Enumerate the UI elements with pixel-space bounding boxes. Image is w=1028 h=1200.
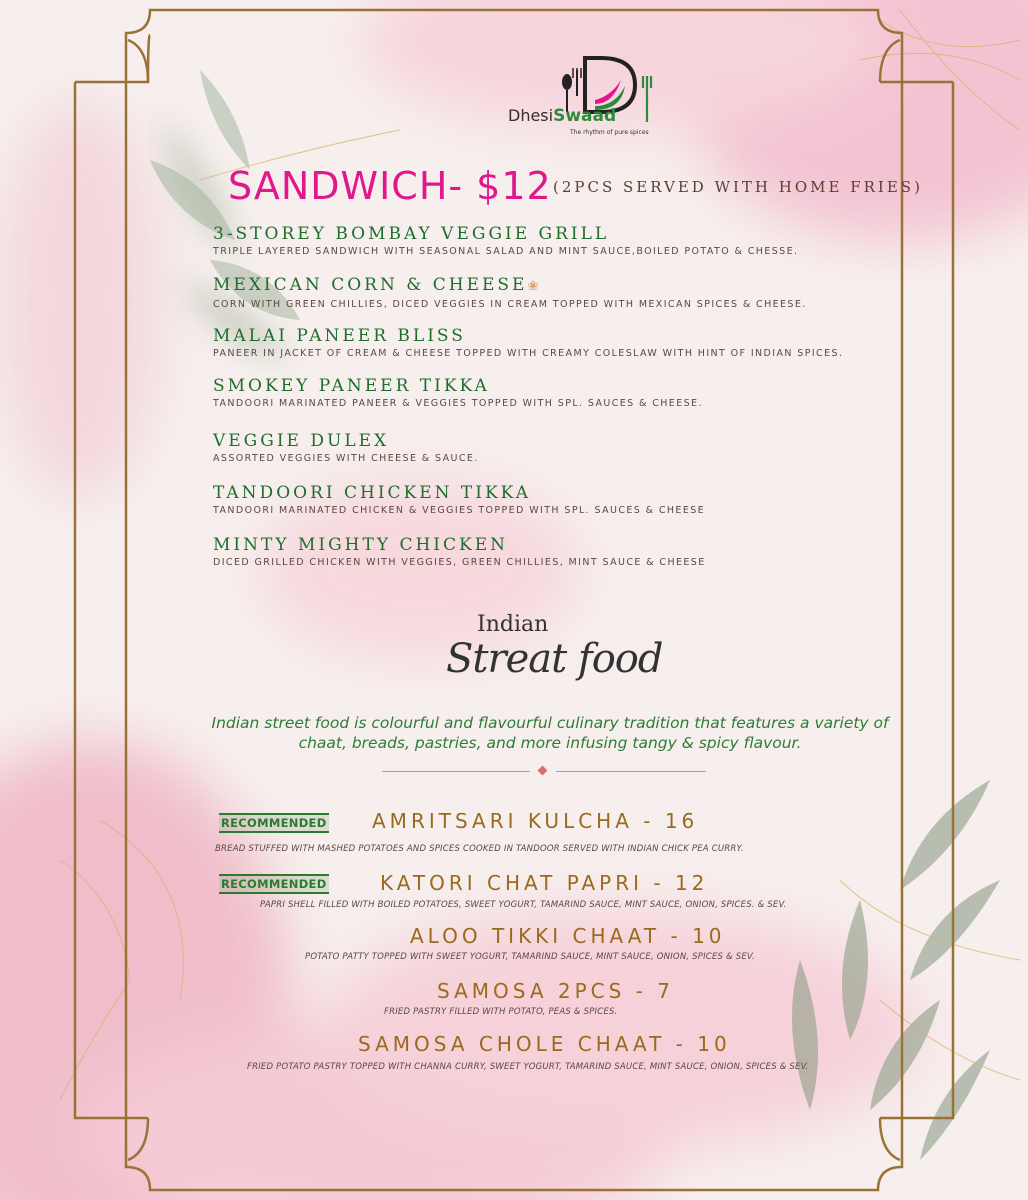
sandwich-item [213, 431, 479, 465]
divider-diamond-icon [538, 766, 548, 776]
sandwich-item [213, 275, 807, 311]
item-description: DICED GRILLED CHICKEN WITH VEGGIES, GREEN CHILLIES, MINT SAUCE & CHEESE [213, 557, 706, 568]
street-food-item-description: FRIED PASTRY FILLED WITH POTATO, PEAS & SPICES. [384, 1007, 618, 1017]
divider-right [556, 771, 706, 772]
sandwich-item [213, 326, 843, 360]
item-name: SMOKEY PANEER TIKKA [213, 376, 490, 396]
sandwich-subtitle: (2PCS SERVED WITH HOME FRIES) [553, 178, 923, 196]
item-description: TANDOORI MARINATED PANEER & VEGGIES TOPPED WITH SPL. SAUCES & CHEESE. [213, 398, 703, 409]
item-description: CORN WITH GREEN CHILLIES, DICED VEGGIES IN CREAM TOPPED WITH MEXICAN SPICES & CHEESE. [213, 299, 807, 310]
sandwich-title: SANDWICH- $12 [228, 164, 552, 208]
item-name: 3-STOREY BOMBAY VEGGIE GRILL [213, 224, 610, 244]
street-food-heading-line1: Indian [477, 612, 549, 637]
item-description: TANDOORI MARINATED CHICKEN & VEGGIES TOPPED WITH SPL. SAUCES & CHEESE [213, 505, 706, 516]
street-food-item-name: SAMOSA 2PCS - 7 [437, 979, 674, 1003]
street-food-item-name: ALOO TIKKI CHAAT - 10 [410, 924, 726, 948]
sandwich-item [213, 376, 703, 410]
recommended-badge: RECOMMENDED [219, 874, 329, 894]
sandwich-item [213, 224, 798, 258]
item-name: TANDOORI CHICKEN TIKKA [213, 483, 531, 503]
item-description: ASSORTED VEGGIES WITH CHEESE & SAUCE. [213, 453, 479, 464]
street-food-item-name: KATORI CHAT PAPRI - 12 [380, 871, 709, 895]
item-name: MINTY MIGHTY CHICKEN [213, 535, 508, 555]
logo-brand-name: DhesiSwaad [508, 106, 617, 126]
street-food-intro: Indian street food is colourful and flavourful culinary tradition that features a variety of chaat, breads, pastries, and more infusing tangy & spicy flavour. [211, 714, 889, 752]
street-food-item-name: AMRITSARI KULCHA - 16 [372, 809, 699, 833]
logo-tagline: The rhythm of pure spices [570, 129, 649, 136]
street-food-item-description: PAPRI SHELL FILLED WITH BOILED POTATOES, SWEET YOGURT, TAMARIND SAUCE, MINT SAUCE, ONION, SPICES. & SEV. [260, 900, 787, 910]
recommended-badge: RECOMMENDED [219, 813, 329, 833]
item-description: TRIPLE LAYERED SANDWICH WITH SEASONAL SALAD AND MINT SAUCE,BOILED POTATO & CHESSE. [213, 246, 799, 257]
veggie-doodle-icon: ❀ [527, 279, 539, 294]
sandwich-item [213, 483, 705, 517]
street-food-item-description: FRIED POTATO PASTRY TOPPED WITH CHANNA CURRY, SWEET YOGURT, TAMARIND SAUCE, MINT SAUCE, ONION, SPICES & SEV. [247, 1062, 809, 1072]
street-food-item-name: SAMOSA CHOLE CHAAT - 10 [358, 1032, 731, 1056]
item-name: MALAI PANEER BLISS [213, 326, 466, 346]
street-food-heading-line2: Streat food [446, 636, 663, 682]
item-name: MEXICAN CORN & CHEESE❀ [213, 275, 539, 295]
sandwich-item [213, 535, 706, 569]
item-description: PANEER IN JACKET OF CREAM & CHEESE TOPPED WITH CREAMY COLESLAW WITH HINT OF INDIAN SPICES. [213, 348, 844, 359]
item-name: VEGGIE DULEX [213, 431, 390, 451]
street-food-item-description: POTATO PATTY TOPPED WITH SWEET YOGURT, TAMARIND SAUCE, MINT SAUCE, ONION, SPICES & SEV. [305, 952, 755, 962]
divider-left [382, 771, 530, 772]
street-food-item-description: BREAD STUFFED WITH MASHED POTATOES AND SPICES COOKED IN TANDOOR SERVED WITH INDIAN CHICK PEA CURRY. [215, 844, 744, 854]
